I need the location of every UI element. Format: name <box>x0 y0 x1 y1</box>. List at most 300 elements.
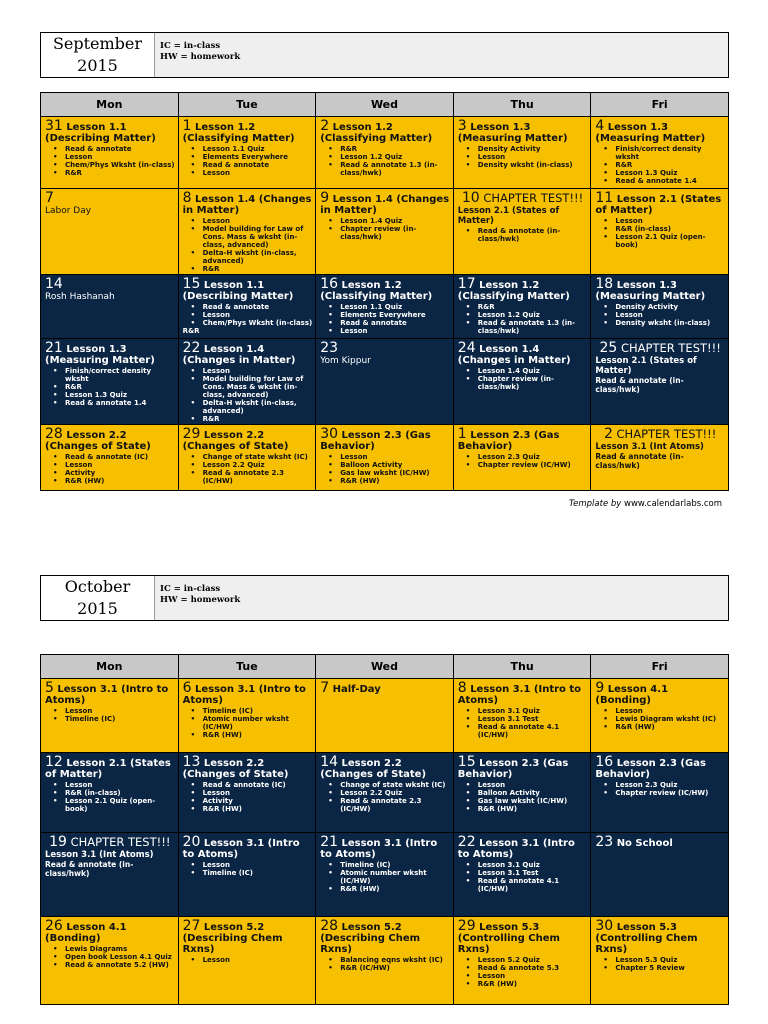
day-title: Lesson 2.2 <box>341 758 402 769</box>
day-heading <box>183 191 313 216</box>
day-number: 8 <box>182 190 192 206</box>
template-credit[interactable] <box>569 499 722 509</box>
weekday-wed: Wed <box>316 93 454 117</box>
list-item: • Balloon Activity <box>466 789 588 797</box>
day-cell[interactable] <box>453 339 591 425</box>
day-title: Lesson 2.2 <box>66 430 127 441</box>
list-item: • Lesson <box>53 153 175 161</box>
list-item: • Read & annotate 1.4 <box>603 177 725 185</box>
legend-hw: HW = homework <box>160 52 241 62</box>
day-items <box>466 453 588 469</box>
day-items <box>603 217 725 249</box>
list-item: • Read & annotate 1.4 <box>53 399 175 407</box>
list-item: • Read & annotate 2.3 (IC/HW) <box>191 469 313 485</box>
list-item: • Open book Lesson 4.1 Quiz <box>53 953 175 961</box>
month-title <box>41 576 155 620</box>
list-item: • Change of state wksht (IC) <box>191 453 313 461</box>
day-title: Lesson 2.1 (States of Matter) <box>45 758 171 780</box>
day-cell[interactable] <box>453 679 591 753</box>
day-subtitle: (Describing Matter) <box>45 133 156 144</box>
list-item: • Chem/Phys Wksht (in-class) <box>53 161 175 169</box>
list-item: • Read & annotate 5.3 <box>466 964 588 972</box>
list-item: • Read & annotate 1.3 (in-class/hwk) <box>328 161 450 177</box>
list-item: • R&R <box>603 161 725 169</box>
day-number: 14 <box>320 754 339 770</box>
list-item: • R&R (HW) <box>191 731 313 739</box>
day-cell[interactable] <box>591 425 729 491</box>
day-cell[interactable] <box>178 275 316 339</box>
list-item: • Lesson 5.2 Quiz <box>466 956 588 964</box>
list-item: • Lesson <box>53 461 175 469</box>
day-heading <box>595 681 725 706</box>
day-number: 15 <box>182 276 201 292</box>
day-heading <box>320 835 450 860</box>
day-cell[interactable] <box>316 117 454 189</box>
list-item: • R&R (HW) <box>191 805 313 813</box>
day-tail: R&R <box>182 327 200 335</box>
list-item: • Lesson <box>191 861 313 869</box>
day-number: 28 <box>320 918 339 934</box>
list-item: • Lesson <box>53 707 175 715</box>
day-number: 25 <box>599 340 618 356</box>
day-items <box>53 781 175 813</box>
day-cell[interactable] <box>316 753 454 833</box>
day-cell[interactable] <box>178 753 316 833</box>
day-cell[interactable] <box>316 425 454 491</box>
weekday-header-row <box>41 655 729 679</box>
list-item: • Lesson <box>191 367 313 375</box>
day-cell[interactable] <box>316 917 454 1005</box>
day-title: Lesson 1.4 <box>203 344 265 355</box>
day-cell[interactable] <box>178 833 316 917</box>
day-items <box>328 217 450 241</box>
day-title: No School <box>616 838 673 849</box>
list-item: • Lesson 3.1 Quiz <box>466 861 588 869</box>
day-cell[interactable] <box>591 917 729 1005</box>
day-subtitle: (Classifying Matter) <box>182 133 295 144</box>
day-number: 17 <box>457 276 476 292</box>
credit-prefix: Template by <box>569 499 625 509</box>
list-item: • Lesson 1.1 Quiz <box>191 145 313 153</box>
month-title <box>41 33 155 77</box>
day-cell[interactable] <box>41 425 179 491</box>
list-item: • Read & annotate 1.3 (in-class/hwk) <box>466 319 588 335</box>
list-item: • Lesson <box>53 781 175 789</box>
day-heading <box>45 681 175 706</box>
list-item: • Lesson 3.1 Test <box>466 869 588 877</box>
list-item: • R&R (HW) <box>328 885 450 893</box>
day-items <box>53 453 175 485</box>
day-cell[interactable] <box>453 189 591 275</box>
day-subtitle: (Measuring Matter) <box>595 133 706 144</box>
month-year: 2015 <box>77 599 118 618</box>
day-number: 23 <box>595 834 614 850</box>
day-title: Lesson 5.3 <box>616 922 677 933</box>
day-number: 12 <box>45 754 63 770</box>
list-item: • Read & annotate 4.1 (IC/HW) <box>466 877 588 893</box>
day-number: 1 <box>182 118 192 134</box>
weekday-fri: Fri <box>591 655 729 679</box>
day-title: Lesson 1.4 <box>479 344 540 355</box>
day-heading <box>320 277 450 291</box>
list-item: • Read & annotate (IC) <box>53 453 175 461</box>
day-cell[interactable] <box>591 189 729 275</box>
day-cell[interactable] <box>316 679 454 753</box>
day-number: 13 <box>182 754 201 770</box>
list-item: • Delta-H wksht (in-class, advanced) <box>191 399 313 415</box>
day-heading <box>183 341 313 355</box>
credit-site: www.calendarlabs.com <box>624 499 723 509</box>
day-cell[interactable] <box>591 339 729 425</box>
day-cell[interactable] <box>41 339 179 425</box>
day-items <box>328 145 450 177</box>
list-item: • Lewis Diagrams <box>53 945 175 953</box>
day-cell[interactable] <box>591 679 729 753</box>
list-item: • Density wksht (in-class) <box>466 161 588 169</box>
day-cell[interactable] <box>453 917 591 1005</box>
day-number: 28 <box>45 426 63 442</box>
day-heading <box>458 119 588 133</box>
day-number: 2 <box>320 118 330 134</box>
day-subtitle: Lesson 2.1 (States of Matter) <box>595 356 697 376</box>
day-title: Half-Day <box>332 684 381 695</box>
day-heading <box>595 755 725 780</box>
weekday-thu: Thu <box>453 93 591 117</box>
list-item: • R&R (HW) <box>53 477 175 485</box>
legend <box>155 33 728 77</box>
list-item: • Timeline (IC) <box>53 715 175 723</box>
list-item: • Lesson <box>466 781 588 789</box>
day-heading <box>320 681 450 695</box>
day-items <box>603 956 725 972</box>
day-number: 9 <box>320 190 330 206</box>
list-item: • Gas law wksht (IC/HW) <box>328 469 450 477</box>
day-number: 21 <box>320 834 339 850</box>
day-items <box>328 453 450 485</box>
day-cell[interactable] <box>316 275 454 339</box>
list-item: • R&R <box>191 415 313 423</box>
day-cell[interactable] <box>41 275 179 339</box>
day-cell[interactable] <box>316 189 454 275</box>
list-item: • Lesson 2.3 Quiz <box>603 781 725 789</box>
day-number: 7 <box>45 190 54 206</box>
month-year: 2015 <box>77 56 118 75</box>
day-subtitle: (Describing Chem Rxns) <box>320 933 421 955</box>
list-item: • R&R <box>53 383 175 391</box>
day-event: Yom Kippur <box>320 356 371 366</box>
week-row <box>41 833 729 917</box>
day-note: Read & annotate (in-class/hwk) <box>595 452 684 470</box>
day-cell[interactable] <box>316 833 454 917</box>
weekday-fri: Fri <box>591 93 729 117</box>
day-title: Lesson 3.1 (Intro to Atoms) <box>457 684 582 706</box>
day-title: Lesson 3.1 (Intro to Atoms) <box>320 838 438 860</box>
day-cell[interactable] <box>591 753 729 833</box>
day-big-title: CHAPTER TEST!!! <box>70 835 171 849</box>
day-title: Lesson 1.3 <box>616 280 677 291</box>
week-row <box>41 753 729 833</box>
list-item: • Lesson 1.2 Quiz <box>466 311 588 319</box>
day-cell[interactable] <box>316 339 454 425</box>
list-item: • Model building for Law of Cons. Mass & wksht (in-class, advanced) <box>191 375 313 399</box>
day-cell[interactable] <box>178 189 316 275</box>
day-subtitle: (Changes of State) <box>182 769 289 780</box>
day-title: Lesson 1.4 (Changes in Matter) <box>320 194 450 216</box>
day-note: Read & annotate (in-class/hwk) <box>45 860 134 878</box>
day-subtitle: Lesson 3.1 (Int Atoms) <box>45 850 154 860</box>
list-item: • Delta-H wksht (in-class, advanced) <box>191 249 313 265</box>
list-item: • Chem/Phys Wksht (in-class) <box>191 319 313 327</box>
list-item: • Read & annotate 2.3 (IC/HW) <box>328 797 450 813</box>
list-item: • Lesson 5.3 Quiz <box>603 956 725 964</box>
day-number: 29 <box>182 426 201 442</box>
day-heading <box>45 919 175 933</box>
month-name: September <box>52 34 143 53</box>
week-row <box>41 917 729 1005</box>
day-items <box>53 145 175 177</box>
list-item: • R&R (HW) <box>603 723 725 731</box>
list-item: • Density Activity <box>603 303 725 311</box>
list-item: • Read & annotate <box>53 145 175 153</box>
day-cell[interactable] <box>178 117 316 189</box>
day-items <box>466 956 588 988</box>
day-items <box>466 781 588 813</box>
day-title: Lesson 1.2 <box>341 280 402 291</box>
day-items <box>191 145 313 177</box>
day-heading <box>45 277 175 291</box>
day-title: Lesson 1.2 <box>479 280 540 291</box>
legend-hw: HW = homework <box>160 595 241 605</box>
list-item: • Finish/correct density wksht <box>53 367 175 383</box>
day-subtitle: Lesson 2.1 (States of Matter) <box>457 206 560 226</box>
day-items <box>191 303 313 327</box>
list-item: • Read & annotate <box>328 319 450 327</box>
legend <box>155 576 728 620</box>
list-item: • Lesson 2.1 Quiz (open-book) <box>603 233 725 249</box>
day-items <box>191 781 313 813</box>
day-number: 22 <box>182 340 201 356</box>
day-number: 1 <box>457 426 467 442</box>
day-cell[interactable] <box>591 275 729 339</box>
list-item: • Activity <box>191 797 313 805</box>
day-number: 7 <box>320 680 330 696</box>
list-item: • Lesson <box>191 789 313 797</box>
day-title: Lesson 4.1 (Bonding) <box>595 684 669 706</box>
list-item: • Chapter 5 Review <box>603 964 725 972</box>
list-item: • Timeline (IC) <box>328 861 450 869</box>
day-heading <box>183 427 313 441</box>
week-row <box>41 339 729 425</box>
day-items <box>603 303 725 327</box>
day-heading <box>45 835 175 850</box>
list-item: • Lesson <box>328 453 450 461</box>
week-row <box>41 679 729 753</box>
day-cell[interactable] <box>178 679 316 753</box>
day-title: Lesson 5.2 <box>341 922 402 933</box>
legend-ic: IC = in-class <box>160 41 221 51</box>
list-item: • Lesson <box>466 972 588 980</box>
day-title: Lesson 5.3 <box>479 922 540 933</box>
day-number: 16 <box>320 276 339 292</box>
day-number: 20 <box>182 834 201 850</box>
list-item: • Chapter review (in-class/hwk) <box>328 225 450 241</box>
day-title: Lesson 3.1 (Intro to Atoms) <box>182 684 306 706</box>
day-heading <box>183 755 313 769</box>
list-item: • Lesson 1.3 Quiz <box>53 391 175 399</box>
list-item: • Lesson 2.3 Quiz <box>466 453 588 461</box>
day-title: Lesson 2.3 (Gas Behavior) <box>595 758 706 780</box>
day-subtitle: (Describing Matter) <box>182 291 294 302</box>
day-subtitle: (Measuring Matter) <box>45 355 155 366</box>
list-item: • Read & annotate 5.2 (HW) <box>53 961 175 969</box>
day-cell[interactable] <box>41 189 179 275</box>
day-cell[interactable] <box>453 833 591 917</box>
day-title: Lesson 2.3 (Gas Behavior) <box>320 430 431 452</box>
day-cell[interactable] <box>178 425 316 491</box>
list-item: • R&R (HW) <box>328 477 450 485</box>
list-item: • R&R (in-class) <box>53 789 175 797</box>
day-cell[interactable] <box>591 833 729 917</box>
day-items <box>466 303 588 335</box>
day-heading <box>45 341 175 355</box>
day-title: Lesson 2.3 (Gas Behavior) <box>457 758 569 780</box>
day-title: Lesson 4.1 <box>66 922 127 933</box>
day-number: 30 <box>320 426 339 442</box>
day-heading <box>45 427 175 441</box>
day-cell[interactable] <box>41 679 179 753</box>
day-heading <box>595 835 725 849</box>
day-cell[interactable] <box>178 917 316 1005</box>
list-item: • Lesson 2.1 Quiz (open-book) <box>53 797 175 813</box>
day-heading <box>45 191 175 205</box>
weekday-wed: Wed <box>316 655 454 679</box>
day-number: 10 <box>461 190 480 206</box>
day-cell[interactable] <box>453 275 591 339</box>
list-item: • R&R <box>328 145 450 153</box>
weekday-header-row <box>41 93 729 117</box>
day-event: Labor Day <box>45 206 92 216</box>
day-heading <box>458 277 588 291</box>
day-items <box>328 303 450 335</box>
day-cell[interactable] <box>453 117 591 189</box>
list-item: • Balloon Activity <box>328 461 450 469</box>
list-item: • R&R <box>466 303 588 311</box>
day-heading <box>458 919 588 933</box>
day-items <box>603 707 725 731</box>
list-item: • Lesson <box>603 217 725 225</box>
day-cell[interactable] <box>178 339 316 425</box>
day-items <box>466 861 588 893</box>
day-items <box>466 145 588 169</box>
day-title: Lesson 3.1 (Intro to Atoms) <box>45 684 169 706</box>
day-heading <box>45 755 175 780</box>
day-heading <box>595 919 725 933</box>
day-number: 15 <box>457 754 476 770</box>
day-heading <box>458 835 588 860</box>
day-heading <box>183 277 313 291</box>
day-subtitle: Lesson 3.1 (Int Atoms) <box>595 442 704 452</box>
list-item: • Read & annotate (in-class/hwk) <box>466 227 588 243</box>
day-event: Rosh Hashanah <box>45 292 115 302</box>
list-item: • Lesson 1.3 Quiz <box>603 169 725 177</box>
day-big-title: CHAPTER TEST!!! <box>483 191 584 205</box>
list-item: • Elements Everywhere <box>328 311 450 319</box>
day-number: 4 <box>595 118 605 134</box>
day-title: Lesson 2.3 (Gas Behavior) <box>457 430 560 452</box>
list-item: • Lesson <box>191 956 313 964</box>
weekday-mon: Mon <box>41 655 179 679</box>
day-title: Lesson 1.3 <box>470 122 531 133</box>
week-row <box>41 425 729 491</box>
legend-ic: IC = in-class <box>160 584 221 594</box>
day-title: Lesson 1.4 (Changes in Matter) <box>182 194 312 216</box>
day-items <box>466 367 588 391</box>
day-number: 23 <box>320 340 339 356</box>
day-cell[interactable] <box>41 117 179 189</box>
month-name: October <box>64 577 131 596</box>
month-header <box>40 575 729 621</box>
day-cell[interactable] <box>591 117 729 189</box>
day-heading <box>183 835 313 860</box>
day-heading <box>320 919 450 933</box>
day-cell[interactable] <box>41 753 179 833</box>
list-item: • R&R <box>53 169 175 177</box>
day-title: Lesson 3.1 (Intro to Atoms) <box>457 838 575 860</box>
day-heading <box>320 755 450 769</box>
day-title: Lesson 1.2 <box>332 122 393 133</box>
day-cell[interactable] <box>453 753 591 833</box>
list-item: • Chapter review (in-class/hwk) <box>466 375 588 391</box>
day-items <box>191 956 313 964</box>
day-heading <box>458 427 588 452</box>
day-number: 9 <box>595 680 605 696</box>
day-title: Lesson 1.3 <box>66 344 127 355</box>
list-item: • Read & annotate <box>191 161 313 169</box>
day-cell[interactable] <box>41 917 179 1005</box>
list-item: • Read & annotate 4.1 (IC/HW) <box>466 723 588 739</box>
day-items <box>603 145 725 185</box>
list-item: • Density Activity <box>466 145 588 153</box>
list-item: • Lesson 2.2 Quiz <box>328 789 450 797</box>
day-number: 2 <box>603 426 613 442</box>
day-heading <box>595 119 725 133</box>
list-item: • R&R <box>191 265 313 273</box>
month-header <box>40 32 729 78</box>
day-heading <box>595 191 725 216</box>
day-heading <box>183 919 313 933</box>
day-number: 21 <box>45 340 63 356</box>
day-number: 22 <box>457 834 476 850</box>
list-item: • Lesson <box>191 217 313 225</box>
day-heading <box>595 277 725 291</box>
day-big-title: CHAPTER TEST!!! <box>620 341 721 355</box>
list-item: • R&R (in-class) <box>603 225 725 233</box>
day-items <box>191 707 313 739</box>
day-cell[interactable] <box>41 833 179 917</box>
list-item: • Lesson 3.1 Quiz <box>466 707 588 715</box>
day-cell[interactable] <box>453 425 591 491</box>
day-items <box>466 227 588 243</box>
day-number: 6 <box>182 680 192 696</box>
day-number: 14 <box>45 276 63 292</box>
day-items <box>603 781 725 797</box>
day-heading <box>45 119 175 133</box>
list-item: • Lesson <box>603 311 725 319</box>
list-item: • Lesson 2.2 Quiz <box>191 461 313 469</box>
list-item: • Balancing eqns wksht (IC) <box>328 956 450 964</box>
day-heading <box>458 341 588 355</box>
day-subtitle: (Changes of State) <box>182 441 289 452</box>
